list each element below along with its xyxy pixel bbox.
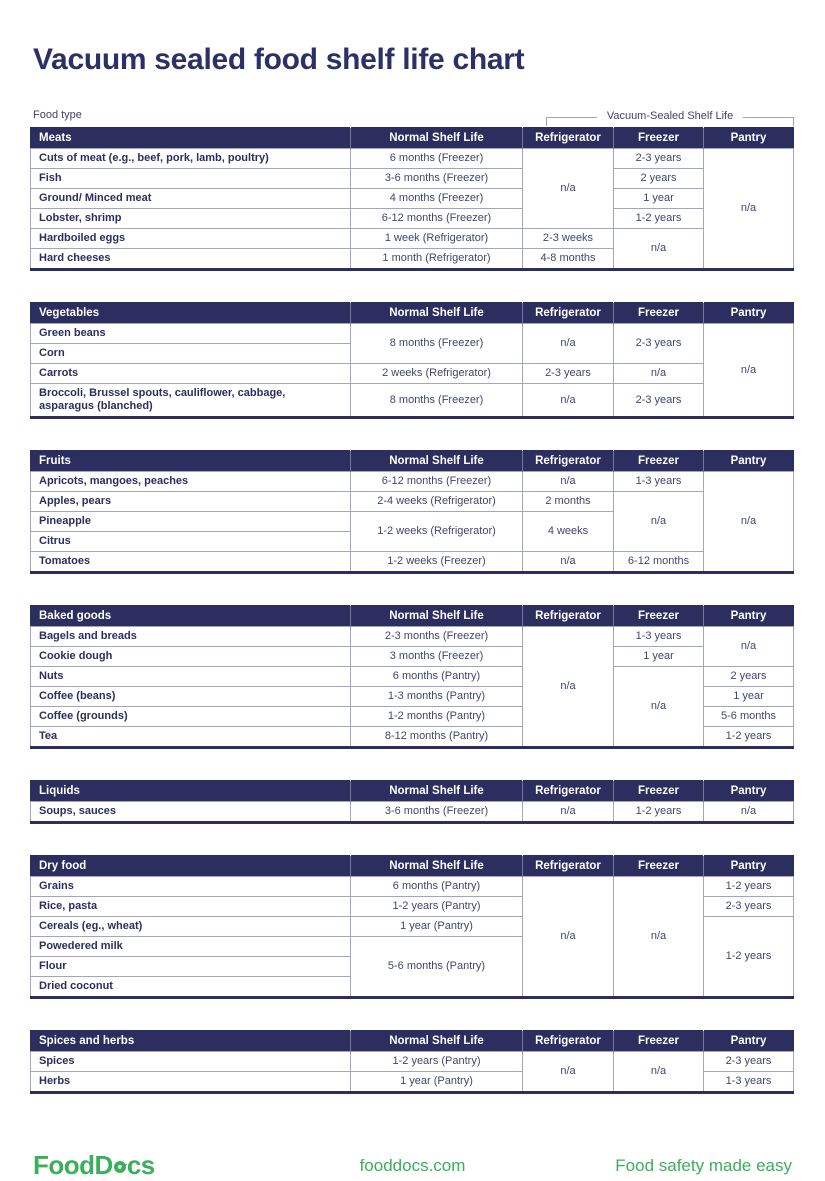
value-cell: 3-6 months (Freezer): [351, 802, 523, 823]
column-header: Pantry: [704, 303, 794, 324]
value-cell: 1-2 years: [704, 727, 794, 748]
value-cell: 4-8 months: [523, 249, 614, 270]
column-header: Pantry: [704, 606, 794, 627]
header-row: [31, 856, 794, 877]
header-row: [31, 451, 794, 472]
category-header: Liquids: [31, 781, 351, 802]
food-name-cell: Fish: [31, 169, 351, 189]
food-name-cell: Spices: [31, 1052, 351, 1072]
value-cell: 2-3 years: [614, 149, 704, 169]
value-cell: 6-12 months (Freezer): [351, 472, 523, 492]
value-cell: 4 months (Freezer): [351, 189, 523, 209]
column-header: Refrigerator: [523, 856, 614, 877]
value-cell: n/a: [704, 802, 794, 823]
column-header: Normal Shelf Life: [351, 856, 523, 877]
food-name-cell: Flour: [31, 957, 351, 977]
value-cell: 1 year (Pantry): [351, 917, 523, 937]
value-cell: 6 months (Pantry): [351, 667, 523, 687]
value-cell: 2-3 months (Freezer): [351, 627, 523, 647]
column-header: Pantry: [704, 781, 794, 802]
value-cell: n/a: [523, 877, 614, 998]
value-cell: 1-3 years: [614, 627, 704, 647]
value-cell: 8 months (Freezer): [351, 324, 523, 364]
value-cell: 4 weeks: [523, 512, 614, 552]
food-name-cell: Corn: [31, 344, 351, 364]
column-header: Pantry: [704, 451, 794, 472]
tables-container: [30, 127, 795, 1094]
logo-text-post: cs: [126, 1150, 155, 1180]
table-row: [31, 229, 794, 249]
food-name-cell: Grains: [31, 877, 351, 897]
table-row: [31, 384, 794, 418]
value-cell: 2-3 weeks: [523, 229, 614, 249]
value-cell: 1-2 months (Pantry): [351, 707, 523, 727]
shelf-life-table-fruits: [30, 450, 794, 574]
table-row: [31, 324, 794, 344]
value-cell: 2-3 years: [523, 364, 614, 384]
food-name-cell: Apples, pears: [31, 492, 351, 512]
food-type-label: Food type: [33, 109, 82, 121]
food-name-cell: Cookie dough: [31, 647, 351, 667]
value-cell: n/a: [704, 149, 794, 270]
column-header: Freezer: [614, 1031, 704, 1052]
value-cell: 1 year: [704, 687, 794, 707]
column-header: Refrigerator: [523, 606, 614, 627]
value-cell: 6-12 months: [614, 552, 704, 573]
value-cell: 1-2 years (Pantry): [351, 897, 523, 917]
table-row: [31, 627, 794, 647]
column-header: Normal Shelf Life: [351, 128, 523, 149]
shelf-life-table-dry-food: [30, 855, 794, 999]
value-cell: 1 week (Refrigerator): [351, 229, 523, 249]
food-name-cell: Ground/ Minced meat: [31, 189, 351, 209]
food-name-cell: Rice, pasta: [31, 897, 351, 917]
header-row: [31, 781, 794, 802]
table-row: [31, 169, 794, 189]
value-cell: n/a: [523, 1052, 614, 1093]
table-row: [31, 667, 794, 687]
table-row: [31, 364, 794, 384]
value-cell: n/a: [523, 324, 614, 364]
column-header: Normal Shelf Life: [351, 781, 523, 802]
value-cell: 3-6 months (Freezer): [351, 169, 523, 189]
shelf-life-table-liquids: [30, 780, 794, 824]
column-header: Refrigerator: [523, 303, 614, 324]
website-text: fooddocs.com: [359, 1155, 466, 1175]
column-header: Freezer: [614, 856, 704, 877]
check-circle-icon: [114, 1161, 129, 1174]
header-row: [31, 1031, 794, 1052]
value-cell: 2 years: [704, 667, 794, 687]
value-cell: n/a: [523, 149, 614, 229]
value-cell: 6-12 months (Freezer): [351, 209, 523, 229]
food-name-cell: Apricots, mangoes, peaches: [31, 472, 351, 492]
food-name-cell: Dried coconut: [31, 977, 351, 998]
value-cell: 5-6 months (Pantry): [351, 937, 523, 998]
value-cell: 1-2 years: [704, 877, 794, 897]
value-cell: n/a: [704, 472, 794, 573]
category-header: Dry food: [31, 856, 351, 877]
category-header: Spices and herbs: [31, 1031, 351, 1052]
value-cell: 2 weeks (Refrigerator): [351, 364, 523, 384]
header-row: [31, 128, 794, 149]
food-name-cell: Pineapple: [31, 512, 351, 532]
value-cell: n/a: [614, 667, 704, 748]
table-legend-row: [30, 103, 795, 125]
table-row: [31, 647, 794, 667]
food-name-cell: Carrots: [31, 364, 351, 384]
value-cell: 2-4 weeks (Refrigerator): [351, 492, 523, 512]
value-cell: 1 year (Pantry): [351, 1072, 523, 1093]
table-row: [31, 552, 794, 573]
value-cell: 2-3 years: [614, 384, 704, 418]
vacuum-sealed-bracket: [546, 110, 794, 126]
food-name-cell: Green beans: [31, 324, 351, 344]
food-name-cell: Tea: [31, 727, 351, 748]
value-cell: n/a: [523, 384, 614, 418]
food-name-cell: Tomatoes: [31, 552, 351, 573]
column-header: Normal Shelf Life: [351, 303, 523, 324]
food-name-cell: Herbs: [31, 1072, 351, 1093]
category-header: Vegetables: [31, 303, 351, 324]
table-row: [31, 492, 794, 512]
category-header: Baked goods: [31, 606, 351, 627]
value-cell: n/a: [614, 492, 704, 552]
value-cell: 2 years: [614, 169, 704, 189]
value-cell: 1 year: [614, 647, 704, 667]
value-cell: 6 months (Pantry): [351, 877, 523, 897]
value-cell: n/a: [704, 324, 794, 418]
value-cell: 8-12 months (Pantry): [351, 727, 523, 748]
value-cell: n/a: [614, 877, 704, 998]
value-cell: n/a: [523, 472, 614, 492]
column-header: Refrigerator: [523, 128, 614, 149]
food-name-cell: Broccoli, Brussel spouts, cauliflower, cabbage, asparagus (blanched): [31, 384, 351, 418]
value-cell: n/a: [523, 802, 614, 823]
column-header: Pantry: [704, 856, 794, 877]
column-header: Pantry: [704, 1031, 794, 1052]
value-cell: 1 month (Refrigerator): [351, 249, 523, 270]
food-name-cell: Nuts: [31, 667, 351, 687]
value-cell: 1-2 years: [704, 917, 794, 998]
table-row: [31, 472, 794, 492]
value-cell: 1-3 months (Pantry): [351, 687, 523, 707]
shelf-life-table-spices-and-herbs: [30, 1030, 794, 1094]
value-cell: 2-3 years: [704, 897, 794, 917]
value-cell: 6 months (Freezer): [351, 149, 523, 169]
page-title: Vacuum sealed food shelf life chart: [33, 43, 525, 76]
value-cell: 2 months: [523, 492, 614, 512]
column-header: Normal Shelf Life: [351, 606, 523, 627]
column-header: Refrigerator: [523, 1031, 614, 1052]
table-row: [31, 1052, 794, 1072]
value-cell: 1-2 weeks (Refrigerator): [351, 512, 523, 552]
table-row: [31, 802, 794, 823]
value-cell: 1-3 years: [614, 472, 704, 492]
column-header: Normal Shelf Life: [351, 1031, 523, 1052]
table-row: [31, 149, 794, 169]
column-header: Freezer: [614, 303, 704, 324]
check-icon: ✓: [119, 1162, 129, 1174]
value-cell: 1-2 weeks (Freezer): [351, 552, 523, 573]
column-header: Freezer: [614, 781, 704, 802]
value-cell: 1-2 years: [614, 209, 704, 229]
value-cell: 1-2 years (Pantry): [351, 1052, 523, 1072]
column-header: Refrigerator: [523, 781, 614, 802]
column-header: Refrigerator: [523, 451, 614, 472]
food-name-cell: Coffee (beans): [31, 687, 351, 707]
logo-text-pre: FoodD: [33, 1150, 113, 1180]
column-header: Freezer: [614, 606, 704, 627]
food-name-cell: Citrus: [31, 532, 351, 552]
food-name-cell: Soups, sauces: [31, 802, 351, 823]
food-name-cell: Cuts of meat (e.g., beef, pork, lamb, poultry): [31, 149, 351, 169]
header-row: [31, 303, 794, 324]
food-name-cell: Cereals (eg., wheat): [31, 917, 351, 937]
value-cell: 1 year: [614, 189, 704, 209]
value-cell: n/a: [614, 364, 704, 384]
value-cell: n/a: [614, 1052, 704, 1093]
value-cell: n/a: [614, 229, 704, 270]
table-row: [31, 209, 794, 229]
food-name-cell: Hard cheeses: [31, 249, 351, 270]
value-cell: 1-3 years: [704, 1072, 794, 1093]
header-row: [31, 606, 794, 627]
value-cell: n/a: [704, 627, 794, 667]
column-header: Freezer: [614, 128, 704, 149]
food-name-cell: Lobster, shrimp: [31, 209, 351, 229]
column-header: Normal Shelf Life: [351, 451, 523, 472]
value-cell: 2-3 years: [704, 1052, 794, 1072]
shelf-life-table-baked-goods: [30, 605, 794, 749]
food-name-cell: Powedered milk: [31, 937, 351, 957]
category-header: Meats: [31, 128, 351, 149]
shelf-life-table-vegetables: [30, 302, 794, 419]
value-cell: 1-2 years: [614, 802, 704, 823]
food-name-cell: Hardboiled eggs: [31, 229, 351, 249]
food-name-cell: Bagels and breads: [31, 627, 351, 647]
value-cell: 2-3 years: [614, 324, 704, 364]
value-cell: 3 months (Freezer): [351, 647, 523, 667]
value-cell: 8 months (Freezer): [351, 384, 523, 418]
vacuum-sealed-label: Vacuum-Sealed Shelf Life: [597, 110, 743, 122]
table-row: [31, 877, 794, 897]
shelf-life-table-meats: [30, 127, 794, 271]
value-cell: n/a: [523, 552, 614, 573]
column-header: Pantry: [704, 128, 794, 149]
tagline-text: Food safety made easy: [615, 1155, 792, 1175]
food-name-cell: Coffee (grounds): [31, 707, 351, 727]
value-cell: n/a: [523, 627, 614, 748]
column-header: Freezer: [614, 451, 704, 472]
table-row: [31, 189, 794, 209]
value-cell: 5-6 months: [704, 707, 794, 727]
category-header: Fruits: [31, 451, 351, 472]
